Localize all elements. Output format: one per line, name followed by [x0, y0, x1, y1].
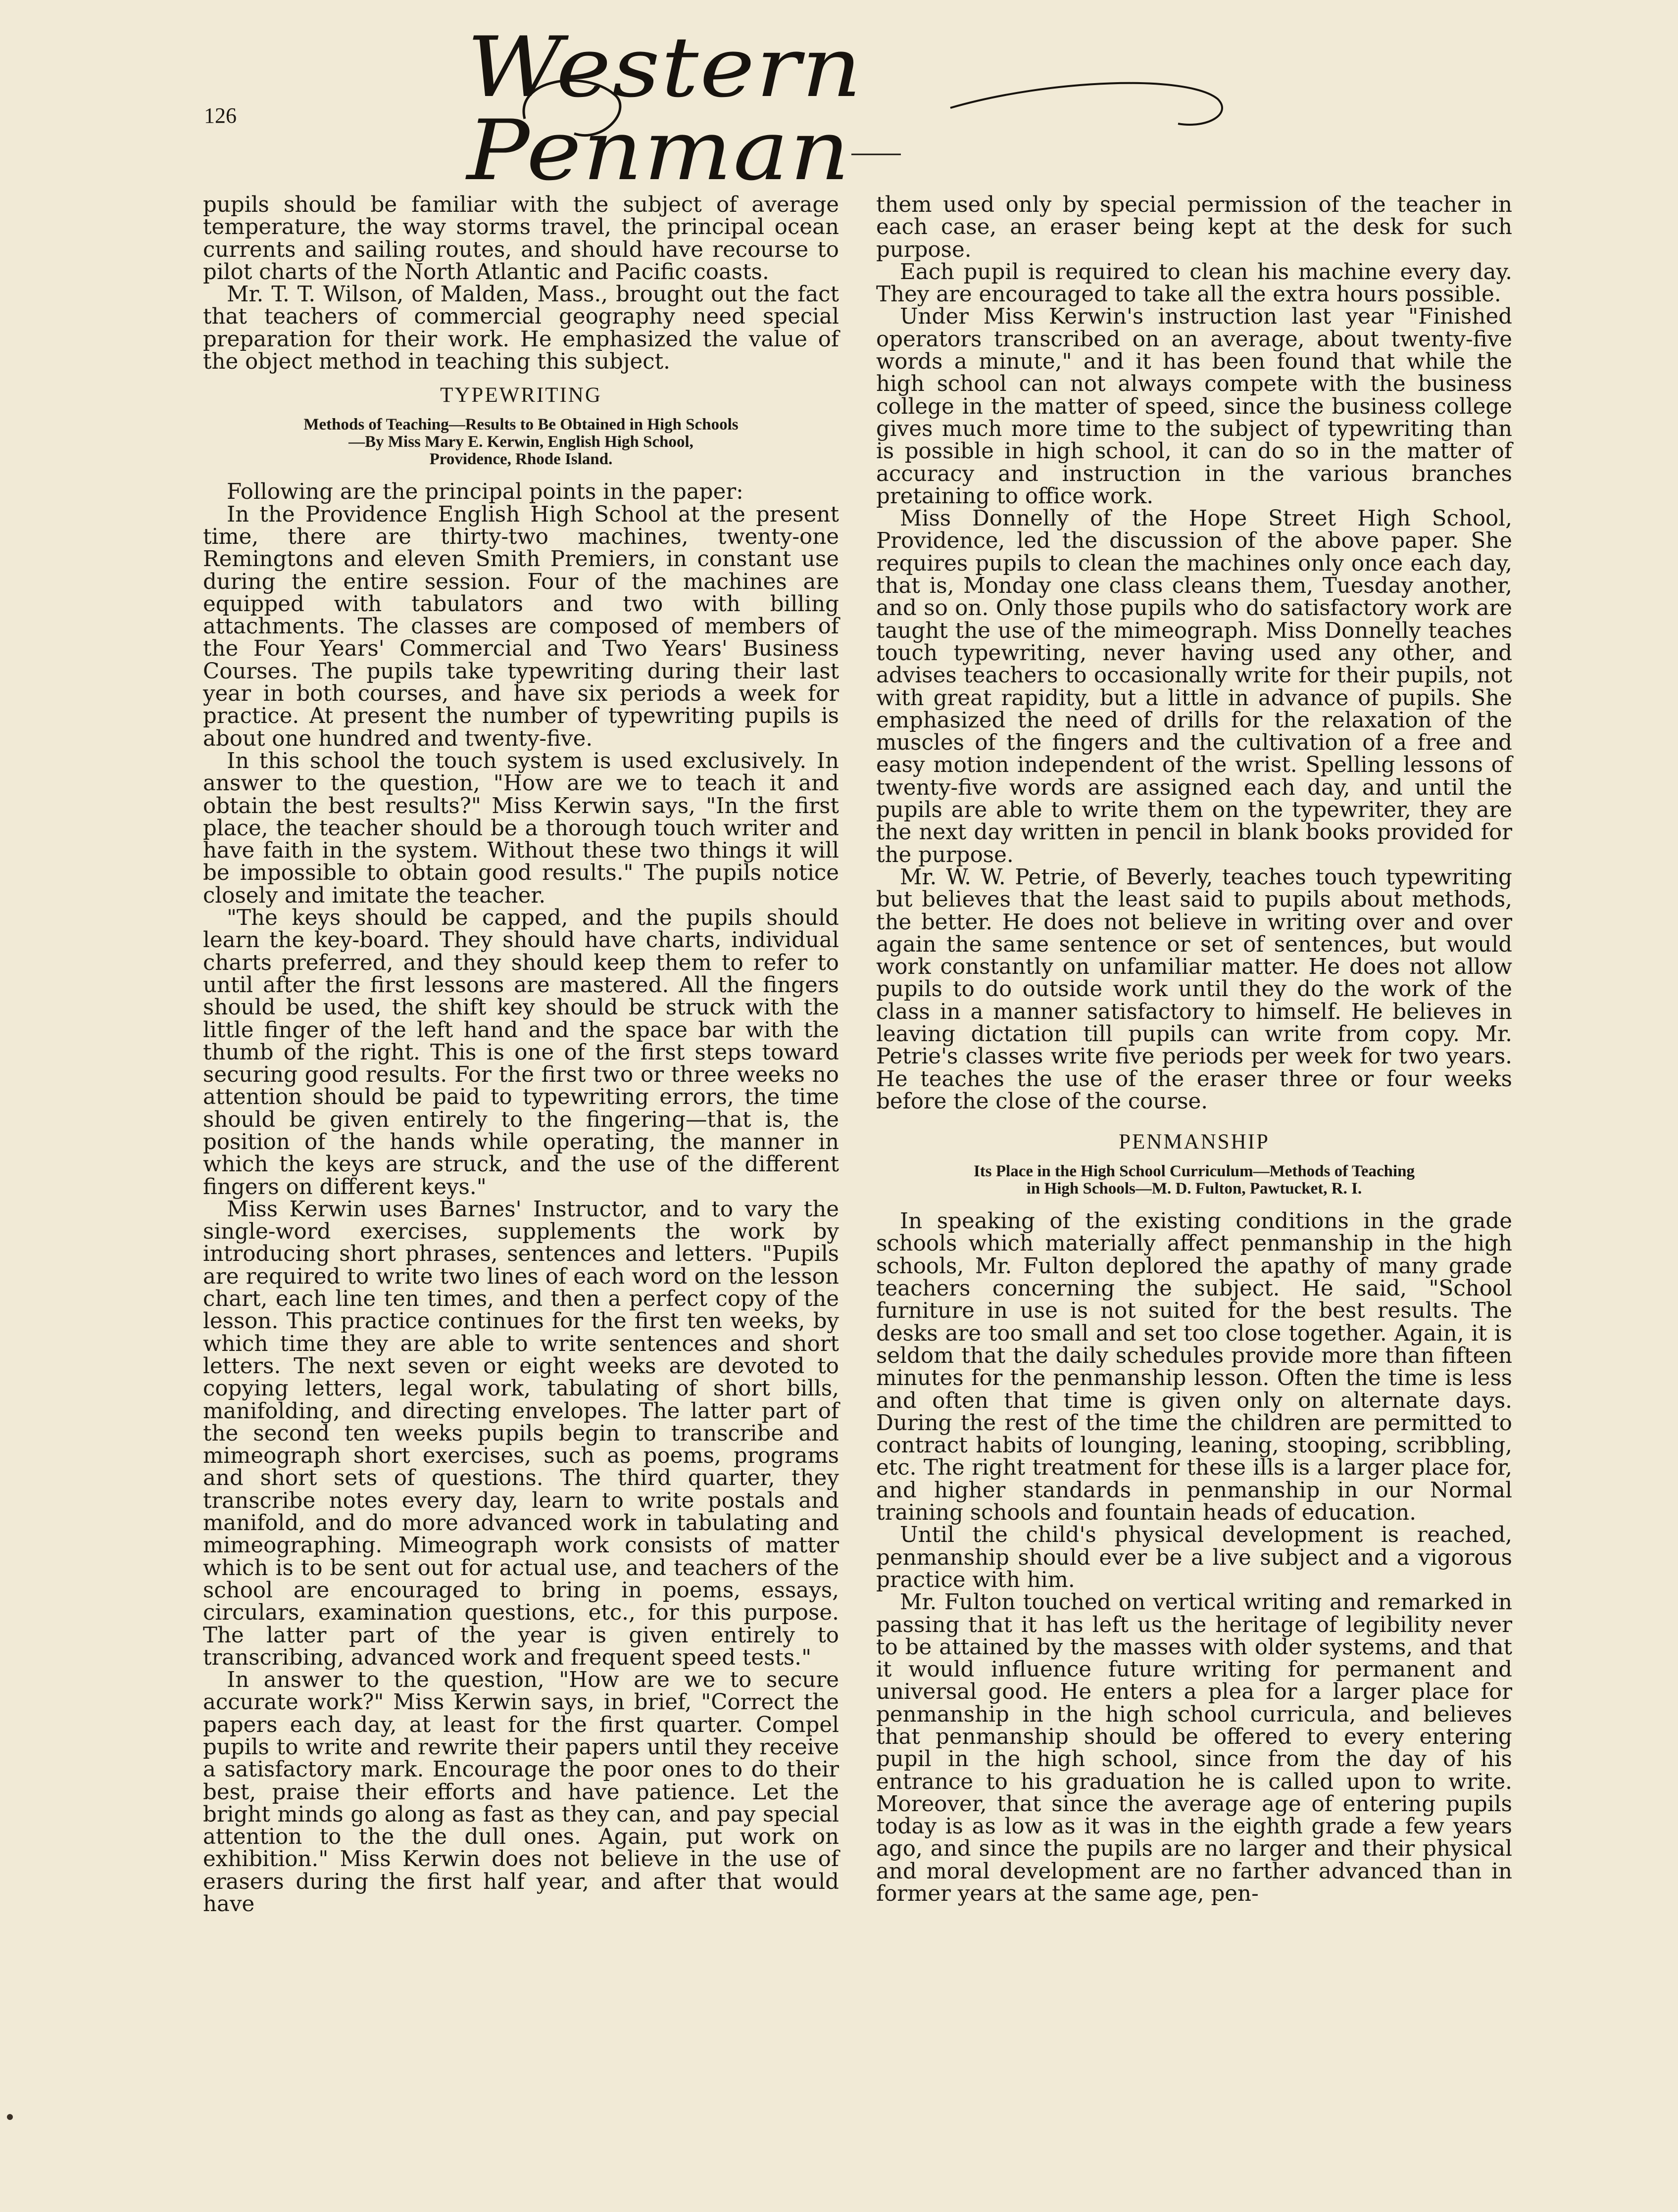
- paragraph: Mr. Fulton touched on vertical writing and remarked in passing that it has left us the heritage of legibility never to be attained by the masses with older systems, and that it would influence future writing for permanent and universal good. He enters a plea for a larger place for penmanship in the high school curricula, and believes that penmanship should be offered to every entering pupil in the high school, since from the day of his entrance to his graduation he is called upon to write. Moreover, that since the average age of entering pupils today is as low as it was in the eighth grade a few years ago, and since the pupils are no larger and their physical and moral development are no farther advanced than in former years at the same age, pen-: [876, 1590, 1512, 1907]
- masthead-title: Western Penman: [467, 19, 863, 199]
- margin-dot: [7, 2114, 13, 2120]
- section-heading-typewriting: TYPEWRITING: [440, 384, 602, 407]
- paragraph: Under Miss Kerwin's instruction last year "Finished operators transcribed on an average, about twenty-five words a minute," and it has been found that while the high school can not always compete with the business college in the matter of speed, since the business college gives much more time to the subject of typewriting than is possible in high school, it can do so in the matter of accuracy and instruction in the various branches pretaining to office work.: [876, 304, 1512, 509]
- section-subheading-typewriting: [203, 416, 839, 468]
- masthead-logo: [467, 19, 1228, 199]
- paragraph: Following are the principal points in the paper:: [227, 480, 743, 505]
- page-number: 126: [204, 103, 237, 128]
- paragraph: Until the child's physical development is reached, penmanship should ever be a live subject and a vigorous practice with him.: [876, 1523, 1512, 1592]
- paragraph: In the Providence English High School at the present time, there are thirty-two machines, twenty-one Remingtons and eleven Smith Premiers, in constant use during the entire session. Four of the machines are equipped with tabulators and two with billing attachments. The classes are composed of members of the Four Years' Commercial and Two Years' Business Courses. The pupils take typewriting during their last year in both courses, and have six periods a week for practice. At present the number of typewriting pupils is about one hundred and twenty-five.: [203, 502, 839, 751]
- section-subheading-penmanship: [876, 1163, 1512, 1198]
- subheading-text: Its Place in the High School Curriculum—Methods of Teaching in High Schools—M. D. Fulton, Pawtucket, R. I.: [973, 1162, 1415, 1198]
- right-column: [876, 194, 1512, 1905]
- paragraph: pupils should be familiar with the subject of average temperature, the way storms travel, the principal ocean currents and sailing routes, and should have recourse to pilot charts of the North Atlantic and Pacific coasts.: [203, 192, 839, 285]
- paragraph: "The keys should be capped, and the pupils should learn the key-board. They should have charts, individual charts preferred, and they should keep them to refer to until after the first lessons are mastered. All the fingers should be used, the shift key should be struck with the little finger of the left hand and the space bar with the thumb of the right. This is one of the first steps toward securing good results. For the first two or three weeks no attention should be paid to typewriting errors, the time should be given entirely to the fingering—that is, the position of the hands while operating, the manner in which the keys are struck, and the use of the different fingers on different keys.": [203, 906, 839, 1200]
- subheading-text: Methods of Teaching—Results to Be Obtained in High Schools —By Miss Mary E. Kerwin, English High School, Providence, Rhode Island.: [303, 416, 739, 469]
- section-heading-penmanship: PENMANSHIP: [1119, 1130, 1270, 1154]
- paragraph: Miss Kerwin uses Barnes' Instructor, and to vary the single-word exercises, supplements the work by introducing short phrases, sentences and letters. "Pupils are required to write two lines of each word on the lesson chart, each line ten times, and then a perfect copy of the lesson. This practice continues for the first ten weeks, by which time they are able to write sentences and short letters. The next seven or eight weeks are devoted to copying letters, legal work, tabulating of short bills, manifolding, and directing envelopes. The latter part of the second ten weeks pupils begin to transcribe and mimeograph short exercises, such as poems, programs and short sets of questions. The third quarter, they transcribe notes every day, learn to write postals and manifold, and do more advanced work in tabulating and mimeographing. Mimeograph work consists of matter which is to be sent out for actual use, and teachers of the school are encouraged to bring in poems, essays, circulars, examination questions, etc., for this purpose. The latter part of the year is given entirely to transcribing, advanced work and frequent speed tests.": [203, 1197, 839, 1670]
- paragraph: In this school the touch system is used exclusively. In answer to the question, "How are we to teach it and obtain the best results?" Miss Kerwin says, "In the first place, the teacher should be a thorough touch writer and have faith in the system. Without these two things it will be impossible to obtain good results." The pupils notice closely and imitate the teacher.: [203, 748, 839, 908]
- paragraph: In answer to the question, "How are we to secure accurate work?" Miss Kerwin says, in brief, "Correct the papers each day, at least for the first quarter. Compel pupils to write and rewrite their papers until they receive a satisfactory mark. Encourage the poor ones to do their best, praise their efforts and have patience. Let the bright minds go along as fast as they can, and pay special attention to the the dull ones. Again, put work on exhibition." Miss Kerwin does not believe in the use of erasers during the first half year, and after that would have: [203, 1668, 839, 1917]
- paragraph: Mr. T. T. Wilson, of Malden, Mass., brought out the fact that teachers of commercial geography need special preparation for their work. He emphasized the value of the object method in teaching this subject.: [203, 282, 839, 375]
- left-column: [203, 194, 839, 1916]
- paragraph: them used only by special permission of the teacher in each case, an eraser being kept at the desk for such purpose.: [876, 192, 1512, 262]
- paragraph: Each pupil is required to clean his machine every day. They are encouraged to take all the extra hours possible.: [876, 259, 1512, 307]
- paragraph: Mr. W. W. Petrie, of Beverly, teaches touch typewriting but believes that the least said to pupils about methods, the better. He does not believe in writing over and over again the same sentence or set of sentences, but would work constantly on unfamiliar matter. He does not allow pupils to do outside work until they do the work of the class in a manner satisfactory to himself. He believes in leaving dictation till pupils can write from copy. Mr. Petrie's classes write five periods per week for two years. He teaches the use of the eraser three or four weeks before the close of the course.: [876, 865, 1512, 1114]
- paragraph: Miss Donnelly of the Hope Street High School, Providence, led the discussion of the above paper. She requires pupils to clean the machines only once each day, that is, Monday one class cleans them, Tuesday another, and so on. Only those pupils who do satisfactory work are taught the use of the mimeograph. Miss Donnelly teaches touch typewriting, never having used any other, and advises teachers to occasionally write for their pupils, not with great rapidity, but a little in advance of pupils. She emphasized the need of drills for the relaxation of the muscles of the fingers and the cultivation of a free and easy motion independent of the wrist. Spelling lessons of twenty-five words are assigned each day, and until the pupils are able to write them on the typewriter, they are the next day written in pencil in blank books provided for the purpose.: [876, 506, 1512, 867]
- paragraph: In speaking of the existing conditions in the grade schools which materially affect penmanship in the high schools, Mr. Fulton deplored the apathy of many grade teachers concerning the subject. He said, "School furniture in use is not suited for the best results. The desks are too small and set too close together. Again, it is seldom that the daily schedules provide more than fifteen minutes for the penmanship lesson. Often the time is less and often that time is given only on alternate days. During the rest of the time the children are permitted to contract habits of lounging, leaning, stooping, scribbling, etc. The right treatment for these ills is a larger place for, and higher standards in penmanship in our Normal training schools and fountain heads of education.: [876, 1209, 1512, 1526]
